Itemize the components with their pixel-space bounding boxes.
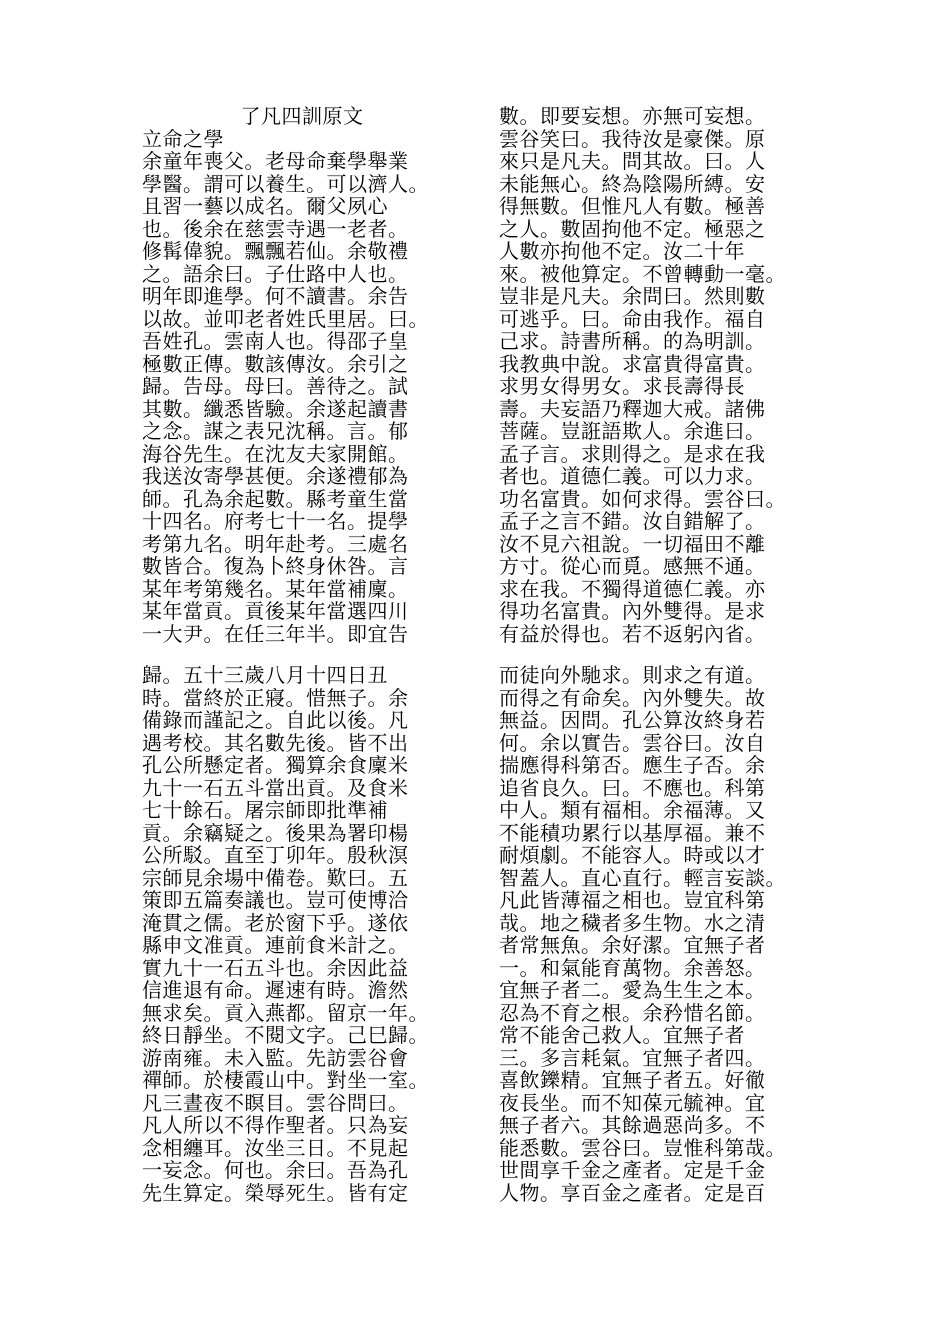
text-line: 忍為不育之根。余矜惜名節。 <box>499 1001 766 1024</box>
text-line: 可逃乎。曰。命由我作。福自 <box>499 307 766 330</box>
text-line: 歸。告母。母曰。善待之。試 <box>142 375 409 398</box>
section-heading: 立命之學 <box>142 127 224 150</box>
text-line: 而得之有命矣。內外雙失。故 <box>499 686 766 709</box>
text-block-bottom-left <box>142 664 462 1204</box>
text-line: 吾姓孔。雲南人也。得邵子皇 <box>142 330 409 353</box>
text-line: 終日靜坐。不閱文字。己巳歸。 <box>142 1024 429 1047</box>
text-line: 也。後余在慈雲寺遇一老者。 <box>142 217 409 240</box>
text-line: 某年當貢。貢後某年當選四川 <box>142 600 409 623</box>
text-line: 求在我。不獨得道德仁義。亦 <box>499 577 766 600</box>
text-line: 實九十一石五斗也。余因此益 <box>142 956 409 979</box>
text-line: 人物。享百金之產者。定是百 <box>499 1181 766 1204</box>
text-line: 先生算定。榮辱死生。皆有定 <box>142 1181 409 1204</box>
text-line: 貢。余竊疑之。後果為署印楊 <box>142 821 409 844</box>
text-line: 以故。並叩老者姓氏里居。曰。 <box>142 307 429 330</box>
text-line: 求男女得男女。求長壽得長 <box>499 375 745 398</box>
text-line: 耐煩劇。不能容人。時或以才 <box>499 844 766 867</box>
text-line: 師。孔為余起數。縣考童生當 <box>142 487 409 510</box>
text-line: 有益於得也。若不返躬內省。 <box>499 622 766 645</box>
text-line: 豈非是凡夫。余問曰。然則數 <box>499 285 766 308</box>
text-line: 明年即進學。何不讀書。余告 <box>142 285 409 308</box>
text-line: 己求。詩書所稱。的為明訓。 <box>499 330 766 353</box>
text-line: 一大尹。在任三年半。即宜告 <box>142 622 409 645</box>
text-line: 未能無心。終為陰陽所縛。安 <box>499 172 766 195</box>
text-line: 信進退有命。遲速有時。澹然 <box>142 979 409 1002</box>
text-line: 菩薩。豈誑語欺人。余進曰。 <box>499 420 766 443</box>
text-line: 某年考第幾名。某年當補廩。 <box>142 577 409 600</box>
text-line: 余童年喪父。老母命棄學舉業 <box>142 150 409 173</box>
text-line: 揣應得科第否。應生子否。余 <box>499 754 766 777</box>
text-line: 凡此皆薄福之相也。豈宜科第 <box>499 889 766 912</box>
text-line: 壽。夫妄語乃釋迦大戒。諸佛 <box>499 397 766 420</box>
text-line: 十四名。府考七十一名。提學 <box>142 510 409 533</box>
text-line: 極數正傳。數該傳汝。余引之 <box>142 352 409 375</box>
text-line: 考第九名。明年赴考。三處名 <box>142 532 409 555</box>
text-line: 汝不見六祖說。一切福田不離 <box>499 532 766 555</box>
text-line: 游南雍。未入監。先訪雲谷會 <box>142 1046 409 1069</box>
text-line: 一。和氣能育萬物。余善怒。 <box>499 956 766 979</box>
text-line: 三。多言耗氣。宜無子者四。 <box>499 1046 766 1069</box>
text-line: 者也。道德仁義。可以力求。 <box>499 465 766 488</box>
text-line: 縣申文准貢。連前食米計之。 <box>142 934 409 957</box>
text-line: 雲谷笑曰。我待汝是豪傑。原 <box>499 127 766 150</box>
text-line: 凡三晝夜不瞑目。雲谷問曰。 <box>142 1091 409 1114</box>
text-line: 備錄而謹記之。自此以後。凡 <box>142 709 409 732</box>
text-line: 念相纏耳。汝坐三日。不見起 <box>142 1136 409 1159</box>
text-line: 得無數。但惟凡人有數。極善 <box>499 195 766 218</box>
text-line: 其數。纖悉皆驗。余遂起讀書 <box>142 397 409 420</box>
text-line: 遇考校。其名數先後。皆不出 <box>142 731 409 754</box>
text-line: 之。語余曰。子仕路中人也。 <box>142 262 409 285</box>
text-line: 人數亦拘他不定。汝二十年 <box>499 240 745 263</box>
text-line: 智蓋人。直心直行。輕言妄談。 <box>499 866 786 889</box>
text-line: 者常無魚。余好潔。宜無子者 <box>499 934 766 957</box>
text-line: 時。當終於正寢。惜無子。余 <box>142 686 409 709</box>
text-line: 不能積功累行以基厚福。兼不 <box>499 821 766 844</box>
text-line: 學醫。謂可以養生。可以濟人。 <box>142 172 429 195</box>
text-line: 一妄念。何也。余曰。吾為孔 <box>142 1159 409 1182</box>
text-line: 數皆合。復為卜終身休咎。言 <box>142 555 409 578</box>
text-line: 方寸。從心而覓。感無不通。 <box>499 555 766 578</box>
text-line: 而徒向外馳求。則求之有道。 <box>499 664 766 687</box>
text-line: 我送汝寄學甚便。余遂禮郁為 <box>142 465 409 488</box>
text-line: 無子者六。其餘過惡尚多。不 <box>499 1114 766 1137</box>
text-line: 凡人所以不得作聖者。只為妄 <box>142 1114 409 1137</box>
text-line: 世間享千金之產者。定是千金 <box>499 1159 766 1182</box>
text-line: 之人。數固拘他不定。極惡之 <box>499 217 766 240</box>
text-line: 來。被他算定。不曾轉動一毫。 <box>499 262 786 285</box>
text-line: 宗師見余場中備卷。歎曰。五 <box>142 866 409 889</box>
text-line: 數。即要妄想。亦無可妄想。 <box>499 105 766 128</box>
text-line: 之念。謀之表兄沈稱。言。郁 <box>142 420 409 443</box>
text-line: 哉。地之穢者多生物。水之清 <box>499 911 766 934</box>
text-line: 中人。類有福相。余福薄。又 <box>499 799 766 822</box>
text-line: 喜飲鑠精。宜無子者五。好徹 <box>499 1069 766 1092</box>
text-line: 宜無子者二。愛為生生之本。 <box>499 979 766 1002</box>
document-title: 了凡四訓原文 <box>240 105 364 128</box>
text-line: 追省良久。曰。不應也。科第 <box>499 776 766 799</box>
text-block-bottom-right <box>499 664 819 1204</box>
text-line: 歸。五十三歲八月十四日丑 <box>142 664 388 687</box>
text-line: 孔公所懸定者。獨算余食廩米 <box>142 754 409 777</box>
text-line: 常不能舍己救人。宜無子者 <box>499 1024 745 1047</box>
text-line: 修髯偉貌。飄飄若仙。余敬禮 <box>142 240 409 263</box>
text-line: 且習一藝以成名。爾父夙心 <box>142 195 388 218</box>
text-line: 禪師。於棲霞山中。對坐一室。 <box>142 1069 429 1092</box>
text-line: 七十餘石。屠宗師即批準補 <box>142 799 388 822</box>
text-line: 海谷先生。在沈友夫家開館。 <box>142 442 409 465</box>
text-line: 九十一石五斗當出貢。及食米 <box>142 776 409 799</box>
text-line: 夜長坐。而不知葆元毓神。宜 <box>499 1091 766 1114</box>
text-line: 功名富貴。如何求得。雲谷曰。 <box>499 487 786 510</box>
text-line: 得功名富貴。內外雙得。是求 <box>499 600 766 623</box>
text-block-top-right <box>499 105 819 645</box>
text-line: 我教典中說。求富貴得富貴。 <box>499 352 766 375</box>
text-line: 策即五篇奏議也。豈可使博洽 <box>142 889 409 912</box>
text-line: 孟子言。求則得之。是求在我 <box>499 442 766 465</box>
text-line: 公所駁。直至丁卯年。殷秋溟 <box>142 844 409 867</box>
text-line: 無益。因問。孔公算汝終身若 <box>499 709 766 732</box>
text-line: 何。余以實告。雲谷曰。汝自 <box>499 731 766 754</box>
text-line: 淹貫之儒。老於窗下乎。遂依 <box>142 911 409 934</box>
text-line: 能悉數。雲谷曰。豈惟科第哉。 <box>499 1136 786 1159</box>
text-block-top-left <box>142 105 462 645</box>
text-line: 無求矣。貢入燕都。留京一年。 <box>142 1001 429 1024</box>
text-line: 孟子之言不錯。汝自錯解了。 <box>499 510 766 533</box>
text-line: 來只是凡夫。問其故。曰。人 <box>499 150 766 173</box>
